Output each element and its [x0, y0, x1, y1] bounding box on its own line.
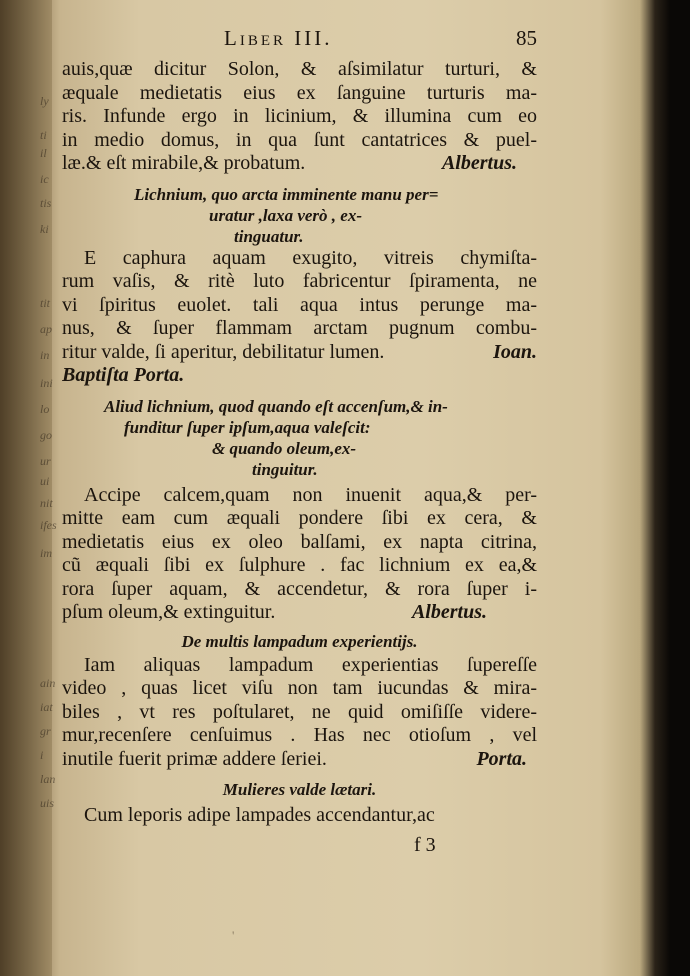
author-attribution: Porta. [476, 747, 527, 770]
text-line: æquale medietatis eius ex ſanguine turturis ma- [62, 81, 537, 104]
bleed-fragment: ki [40, 222, 49, 236]
text-line: E caphura aquam exugito, vitreis chymiſta- [84, 246, 537, 269]
text-line: rum vaſis, & ritè luto fabricentur ſpiramenta, ne [62, 270, 537, 292]
signature-mark: f 3 [414, 833, 436, 856]
paragraph-5: Cum leporis adipe lampades accendantur,ac [84, 804, 435, 826]
bleed-fragment: go [40, 428, 52, 442]
running-header [62, 26, 537, 58]
text-line [62, 152, 537, 176]
text-line: rora ſuper aquam, & accendetur, & rora ſuper i- [62, 577, 537, 600]
author-attribution: Baptiſta Porta. [62, 364, 185, 386]
text-line: nus, & ſuper flammam arctam pugnum combu- [62, 317, 537, 339]
paragraph-2 [62, 247, 537, 388]
heading-line: funditur ſuper ipſum,aqua valeſcit: [124, 417, 371, 437]
heading-line: uratur ,laxa verò , ex- [209, 205, 362, 225]
signature-line [62, 828, 537, 862]
bleed-fragment: ti [40, 128, 47, 142]
text-line [62, 601, 537, 625]
text-line: in medio domus, in qua ſunt cantatrices & puel- [62, 128, 537, 151]
bleed-fragment: tit [40, 296, 51, 310]
section-heading-2 [104, 396, 537, 480]
text-fragment: inutile fuerit primæ addere ſeriei. [62, 747, 327, 770]
text-line: mitte eam cum æquali pondere ſibi ex cera, & [62, 507, 537, 529]
page-number: 85 [516, 26, 537, 50]
text-line: auis,quæ dicitur Solon, & aſsimilatur turturi, & [62, 58, 537, 80]
heading-line: tinguatur. [234, 226, 304, 246]
bleed-fragment: ic [40, 172, 49, 186]
heading-line: Aliud lichnium, quod quando eſt accenſum,& in- [104, 396, 448, 416]
text-line: video , quas licet viſu non tam iucundas & mira- [62, 677, 537, 699]
bleed-fragment: i [40, 748, 44, 762]
text-line: biles , vt res poſtularet, ne quid omiſiſſe videre- [62, 700, 537, 723]
author-attribution: Albertus. [441, 152, 517, 174]
text-fragment: læ.& eſt mirabile,& probatum. [62, 152, 306, 174]
text-line: medietatis eius ex oleo balſami, ex napta citrina, [62, 530, 537, 553]
bleed-fragment: tis [40, 196, 52, 210]
section-heading-3: De multis lampadum experientijs. [181, 631, 418, 651]
bleed-fragment: ifes [40, 518, 57, 532]
bleed-fragment: ur [40, 454, 51, 468]
text-fragment: ritur valde, ſi aperitur, debilitatur lumen. [62, 340, 385, 363]
bleed-fragment: iat [40, 700, 53, 714]
section-heading-1 [134, 184, 537, 247]
bleed-fragment: ini [40, 376, 53, 390]
bleed-fragment: ui [40, 474, 50, 488]
bleed-fragment: gr [40, 724, 51, 738]
running-title: Liber III. [224, 26, 333, 50]
text-line: vi ſpiritus euolet. tali aqua intus perunge ma- [62, 293, 537, 316]
text-line [62, 748, 537, 772]
text-line: cũ æquali ſibi ex ſulphure . fac lichnium ex ea,& [62, 554, 537, 576]
heading-line: tinguitur. [252, 459, 318, 479]
bleed-fragment: lan [40, 772, 56, 786]
text-fragment: pſum oleum,& extinguitur. [62, 601, 276, 623]
paragraph-1 [62, 58, 537, 176]
text-line: Iam aliquas lampadum experientias ſupereſſe [84, 653, 537, 676]
text-line: ris. Infunde ergo in licinium, & illumina cum eo [62, 105, 537, 127]
paragraph-4 [62, 654, 537, 772]
bleed-fragment: uis [40, 796, 55, 810]
page-content [62, 26, 537, 862]
stray-mark: ' [232, 928, 235, 943]
text-line: Accipe calcem,quam non inuenit aqua,& per- [84, 483, 537, 506]
bleed-fragment: in [40, 348, 50, 362]
heading-line: & quando oleum,ex- [212, 438, 357, 458]
bleed-fragment: ain [40, 676, 56, 690]
author-attribution: Albertus. [411, 601, 487, 623]
text-line: mur,recenſere cenſuimus . Has nec otioſum , vel [62, 724, 537, 746]
bleed-fragment: lo [40, 402, 50, 416]
text-line [62, 341, 537, 365]
bleed-fragment: ly [40, 94, 49, 108]
heading-line: Lichnium, quo arcta imminente manu per= [134, 184, 439, 204]
bleed-fragment: nit [40, 496, 53, 510]
paragraph-3 [62, 484, 537, 625]
bleed-fragment: il [40, 146, 47, 160]
section-heading-4: Mulieres valde lætari. [222, 780, 377, 799]
bleed-fragment: ap [40, 322, 52, 336]
bleed-fragment: im [40, 546, 52, 560]
author-attribution: Ioan. [493, 340, 537, 363]
